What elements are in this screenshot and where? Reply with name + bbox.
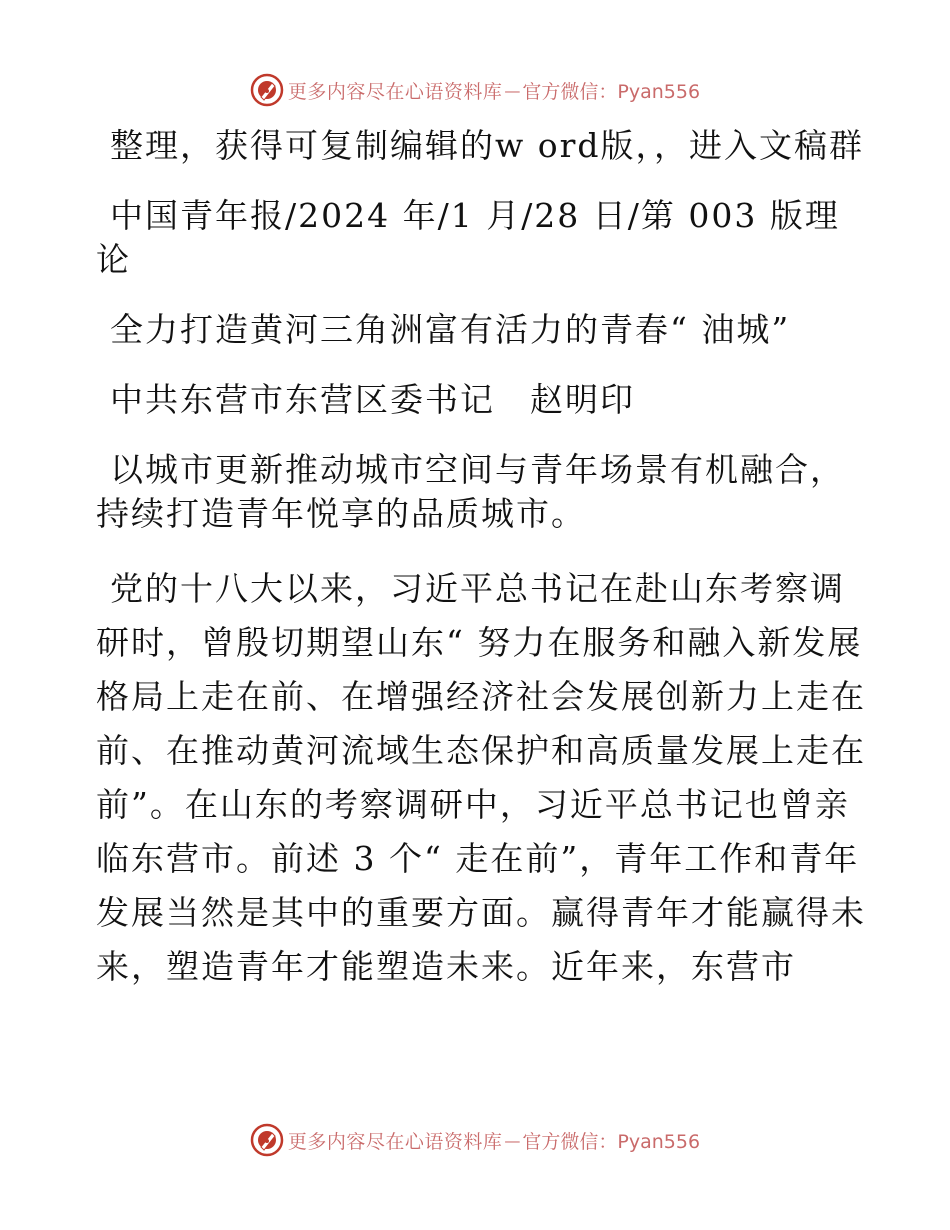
- source-line: 中国青年报/2024 年/1 月/28 日/第 003 版理论: [96, 196, 840, 279]
- header-watermark-banner: [0, 70, 950, 110]
- pen-nib-logo-icon: [250, 73, 284, 107]
- banner-text: 更多内容尽在心语资料库: [287, 80, 503, 103]
- banner-dash: —: [504, 1130, 521, 1150]
- banner-contact: 官方微信：Pyan556: [522, 80, 701, 103]
- summary-paragraph: 以城市更新推动城市空间与青年场景有机融合，持续打造青年悦享的品质城市。: [96, 450, 845, 533]
- footer-watermark-banner: [0, 1120, 950, 1160]
- banner-contact: 官方微信：Pyan556: [522, 1130, 701, 1153]
- article-title: 全力打造黄河三角洲富有活力的青春“ 油城”: [110, 310, 791, 349]
- intro-line: 整理，获得可复制编辑的w ord版，，进入文稿群: [110, 126, 865, 165]
- document-body: [96, 124, 866, 994]
- pen-nib-logo-icon: [250, 1123, 284, 1157]
- body-paragraph: 党的十八大以来，习近平总书记在赴山东考察调研时，曾殷切期望山东“ 努力在服务和融入新发展格局上走在前、在增强经济社会发展创新力上走在前、在推动黄河流域生态保护和高质量发展上走在前”。在山东的考察调研中，习近平总书记也曾亲临东营市。前述 3 个“ 走在前”，青年工作和青年发展当然是其中的重要方面。赢得青年才能赢得未来，塑造青年才能塑造未来。近年来，东营市: [96, 569, 866, 986]
- banner-dash: —: [504, 80, 521, 100]
- banner-text: 更多内容尽在心语资料库: [287, 1130, 503, 1153]
- author-line: 中共东营市东营区委书记 赵明印: [110, 380, 635, 419]
